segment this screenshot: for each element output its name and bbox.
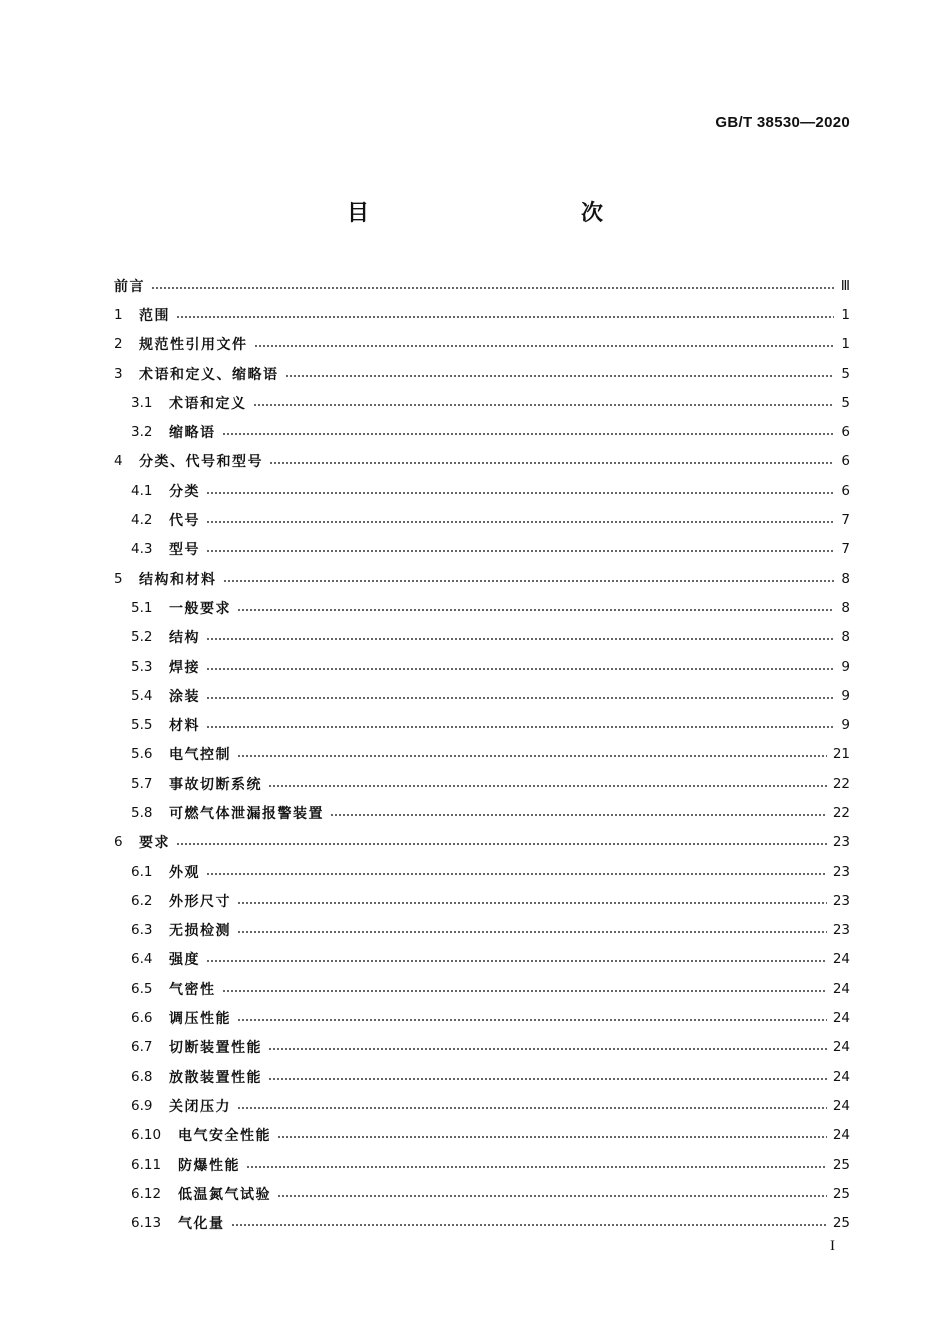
toc-entry[interactable] xyxy=(114,1062,850,1091)
toc-entry-number: 1 xyxy=(114,306,123,323)
toc-entry[interactable] xyxy=(114,1121,850,1150)
toc-entry-number: 6.4 xyxy=(131,951,153,968)
toc-leader-dots xyxy=(176,843,827,845)
toc-entry[interactable] xyxy=(114,1179,850,1208)
toc-leader-dots xyxy=(237,755,827,757)
toc-leader-dots xyxy=(231,1224,827,1226)
toc-entry-label: 焊接 xyxy=(169,659,200,676)
toc-entry-label: 关闭压力 xyxy=(169,1098,231,1115)
toc-entry-page: 1 xyxy=(841,306,850,323)
toc-entry[interactable] xyxy=(114,1209,850,1238)
toc-entry[interactable] xyxy=(114,300,850,329)
toc-entry-page: 24 xyxy=(832,1010,850,1027)
toc-leader-dots xyxy=(268,785,827,787)
toc-entry-label: 放散装置性能 xyxy=(169,1069,262,1086)
toc-entry[interactable] xyxy=(114,740,850,769)
toc-entry-label: 分类、代号和型号 xyxy=(139,454,263,471)
toc-leader-dots xyxy=(222,433,835,435)
toc-entry-label: 型号 xyxy=(169,542,200,559)
toc-leader-dots xyxy=(277,1136,827,1138)
toc-entry-label: 范围 xyxy=(139,307,170,324)
toc-entry[interactable] xyxy=(114,1033,850,1062)
toc-entry-number: 6 xyxy=(114,834,123,851)
toc-entry-page: 6 xyxy=(841,424,850,441)
toc-entry[interactable] xyxy=(114,535,850,564)
toc-entry-page: 5 xyxy=(841,365,850,382)
toc-entry[interactable] xyxy=(114,945,850,974)
toc-entry-label: 调压性能 xyxy=(169,1011,231,1028)
toc-entry[interactable] xyxy=(114,886,850,915)
toc-entry-number: 5.4 xyxy=(131,687,153,704)
toc-leader-dots xyxy=(237,931,827,933)
toc-entry[interactable] xyxy=(114,652,850,681)
toc-entry-page: 6 xyxy=(841,453,850,470)
toc-entry[interactable] xyxy=(114,710,850,739)
toc-entry-label: 外观 xyxy=(169,864,200,881)
toc-entry[interactable] xyxy=(114,417,850,446)
toc-leader-dots xyxy=(206,697,834,699)
toc-entry-label: 强度 xyxy=(169,952,200,969)
table-of-contents xyxy=(114,271,850,1238)
toc-entry-number: 6.12 xyxy=(131,1185,162,1202)
toc-entry[interactable] xyxy=(114,1003,850,1032)
toc-leader-dots xyxy=(206,668,834,670)
toc-entry-page: Ⅲ xyxy=(840,277,850,294)
toc-entry-label: 材料 xyxy=(169,718,200,735)
toc-entry-label: 电气控制 xyxy=(169,747,231,764)
toc-entry-number: 6.7 xyxy=(131,1039,153,1056)
toc-entry-number: 5.6 xyxy=(131,746,153,763)
toc-entry-number: 2 xyxy=(114,336,123,353)
toc-entry-number: 6.13 xyxy=(131,1215,162,1232)
toc-entry-number: 6.3 xyxy=(131,922,153,939)
toc-entry-number: 5.8 xyxy=(131,804,153,821)
toc-entry-page: 24 xyxy=(832,1039,850,1056)
toc-leader-dots xyxy=(237,902,827,904)
toc-entry-number: 6.1 xyxy=(131,863,153,880)
toc-entry-number: 4 xyxy=(114,453,123,470)
toc-leader-dots xyxy=(206,638,834,640)
toc-entry-label: 前言 xyxy=(114,278,145,295)
toc-entry-page: 1 xyxy=(841,336,850,353)
toc-entry-number: 6.5 xyxy=(131,980,153,997)
toc-leader-dots xyxy=(206,873,827,875)
toc-entry[interactable] xyxy=(114,857,850,886)
toc-entry-number: 5.2 xyxy=(131,629,153,646)
toc-entry[interactable] xyxy=(114,623,850,652)
toc-entry-page: 22 xyxy=(832,804,850,821)
toc-entry-page: 23 xyxy=(832,834,850,851)
toc-leader-dots xyxy=(206,492,834,494)
toc-leader-dots xyxy=(246,1166,827,1168)
toc-leader-dots xyxy=(222,990,827,992)
toc-entry-page: 25 xyxy=(832,1215,850,1232)
toc-leader-dots xyxy=(269,462,834,464)
toc-entry-page: 23 xyxy=(832,892,850,909)
toc-leader-dots xyxy=(223,580,835,582)
toc-entry-number: 5.1 xyxy=(131,599,153,616)
toc-entry-label: 术语和定义、缩略语 xyxy=(139,366,279,383)
toc-entry-number: 6.11 xyxy=(131,1156,162,1173)
toc-entry-number: 4.3 xyxy=(131,541,153,558)
toc-leader-dots xyxy=(285,375,835,377)
toc-entry-number: 3 xyxy=(114,365,123,382)
toc-entry-label: 一般要求 xyxy=(169,600,231,617)
toc-entry[interactable] xyxy=(114,1091,850,1120)
toc-entry-page: 24 xyxy=(832,1127,850,1144)
toc-entry[interactable] xyxy=(114,769,850,798)
toc-entry-number: 4.1 xyxy=(131,482,153,499)
toc-entry-label: 涂装 xyxy=(169,688,200,705)
toc-entry-label: 无损检测 xyxy=(169,923,231,940)
toc-leader-dots xyxy=(206,960,827,962)
toc-entry-label: 防爆性能 xyxy=(178,1157,240,1174)
toc-entry-page: 24 xyxy=(832,1068,850,1085)
toc-leader-dots xyxy=(330,814,827,816)
toc-entry-label: 外形尺寸 xyxy=(169,893,231,910)
toc-entry-page: 24 xyxy=(832,1097,850,1114)
toc-entry[interactable] xyxy=(114,1150,850,1179)
toc-entry-label: 切断装置性能 xyxy=(169,1040,262,1057)
toc-entry-page: 5 xyxy=(841,394,850,411)
toc-entry-page: 24 xyxy=(832,951,850,968)
toc-entry[interactable] xyxy=(114,828,850,857)
toc-leader-dots xyxy=(254,345,835,347)
toc-leader-dots xyxy=(268,1078,827,1080)
toc-entry-page: 9 xyxy=(841,717,850,734)
toc-entry-label: 规范性引用文件 xyxy=(139,337,248,354)
toc-leader-dots xyxy=(206,726,834,728)
toc-leader-dots xyxy=(237,1107,827,1109)
toc-entry-page: 7 xyxy=(841,512,850,529)
toc-leader-dots xyxy=(268,1048,827,1050)
toc-entry-page: 25 xyxy=(832,1156,850,1173)
toc-leader-dots xyxy=(253,404,835,406)
toc-entry-label: 代号 xyxy=(169,513,200,530)
toc-leader-dots xyxy=(237,609,834,611)
toc-entry-page: 8 xyxy=(841,570,850,587)
toc-entry-number: 5 xyxy=(114,570,123,587)
toc-leader-dots xyxy=(176,316,834,318)
toc-entry-number: 3.2 xyxy=(131,424,153,441)
toc-entry[interactable] xyxy=(114,447,850,476)
toc-entry[interactable] xyxy=(114,681,850,710)
toc-leader-dots xyxy=(151,287,834,289)
toc-entry-page: 9 xyxy=(841,687,850,704)
toc-entry-label: 电气安全性能 xyxy=(178,1128,271,1145)
toc-entry-number: 5.5 xyxy=(131,717,153,734)
toc-entry-page: 7 xyxy=(841,541,850,558)
toc-entry-label: 缩略语 xyxy=(169,425,216,442)
toc-entry[interactable] xyxy=(114,271,850,300)
toc-leader-dots xyxy=(206,550,834,552)
toc-entry-label: 术语和定义 xyxy=(169,395,247,412)
toc-entry-page: 21 xyxy=(832,746,850,763)
standard-code: GB/T 38530—2020 xyxy=(715,114,850,131)
toc-entry-page: 24 xyxy=(832,980,850,997)
toc-entry[interactable] xyxy=(114,476,850,505)
toc-entry-number: 6.6 xyxy=(131,1010,153,1027)
toc-title: 目 次 xyxy=(346,201,659,226)
toc-entry[interactable] xyxy=(114,564,850,593)
toc-leader-dots xyxy=(277,1195,827,1197)
toc-entry-number: 6.10 xyxy=(131,1127,162,1144)
page-number: I xyxy=(830,1238,835,1254)
toc-entry-label: 结构 xyxy=(169,630,200,647)
toc-entry-label: 分类 xyxy=(169,483,200,500)
toc-entry-number: 4.2 xyxy=(131,512,153,529)
toc-entry[interactable] xyxy=(114,798,850,827)
toc-entry-number: 5.7 xyxy=(131,775,153,792)
toc-entry[interactable] xyxy=(114,388,850,417)
toc-entry-label: 要求 xyxy=(139,835,170,852)
toc-entry-page: 22 xyxy=(832,775,850,792)
toc-entry-number: 6.2 xyxy=(131,892,153,909)
toc-entry-number: 3.1 xyxy=(131,394,153,411)
toc-entry-label: 气密性 xyxy=(169,981,216,998)
toc-entry[interactable] xyxy=(114,593,850,622)
toc-entry-label: 气化量 xyxy=(178,1216,225,1233)
toc-leader-dots xyxy=(237,1019,827,1021)
toc-entry-page: 6 xyxy=(841,482,850,499)
toc-entry[interactable] xyxy=(114,974,850,1003)
toc-entry-label: 事故切断系统 xyxy=(169,776,262,793)
toc-entry[interactable] xyxy=(114,505,850,534)
toc-entry-page: 9 xyxy=(841,658,850,675)
toc-entry-number: 6.8 xyxy=(131,1068,153,1085)
toc-entry-number: 5.3 xyxy=(131,658,153,675)
toc-entry-page: 25 xyxy=(832,1185,850,1202)
toc-entry-page: 8 xyxy=(841,629,850,646)
toc-entry-label: 结构和材料 xyxy=(139,571,217,588)
toc-entry-page: 8 xyxy=(841,599,850,616)
toc-entry[interactable] xyxy=(114,330,850,359)
toc-entry-number: 6.9 xyxy=(131,1097,153,1114)
toc-entry-page: 23 xyxy=(832,863,850,880)
toc-entry-page: 23 xyxy=(832,922,850,939)
toc-entry[interactable] xyxy=(114,359,850,388)
toc-entry[interactable] xyxy=(114,916,850,945)
toc-entry-label: 低温氮气试验 xyxy=(178,1186,271,1203)
toc-leader-dots xyxy=(206,521,834,523)
toc-entry-label: 可燃气体泄漏报警装置 xyxy=(169,805,324,822)
